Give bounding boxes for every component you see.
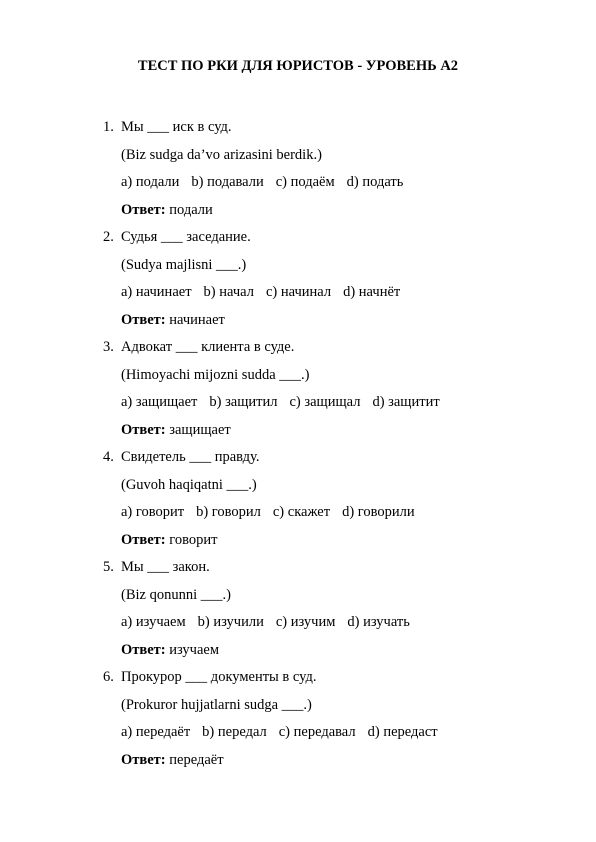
answer-options — [103, 279, 563, 307]
answer-label: Ответ: — [121, 201, 166, 218]
question-prompt: Судья ___ заседание. — [121, 229, 251, 245]
question-list — [103, 114, 563, 774]
option: a) защищает — [121, 394, 198, 410]
question-translation: (Sudya majlisni ___.) — [121, 256, 247, 273]
option: d) подать — [346, 174, 404, 190]
question-item — [103, 444, 563, 554]
option: c) начинал — [265, 284, 332, 300]
option: d) говорили — [342, 504, 415, 520]
answer-label: Ответ: — [121, 531, 166, 548]
question-prompt: Мы ___ иск в суд. — [121, 119, 232, 135]
question-translation: (Biz qonunni ___.) — [121, 586, 231, 603]
option: d) начнёт — [343, 284, 401, 300]
answer-value: подали — [169, 201, 213, 218]
option: a) передаёт — [121, 724, 191, 740]
option: c) передавал — [278, 724, 356, 740]
question-number: 6. — [103, 669, 114, 685]
question-translation: (Prokuror hujjatlarni sudga ___.) — [121, 696, 312, 713]
option: b) изучили — [197, 614, 264, 630]
answer-options — [103, 169, 563, 197]
option: b) подавали — [191, 174, 264, 190]
answer-label: Ответ: — [121, 421, 166, 438]
answer-line — [103, 307, 563, 335]
answer-value: говорит — [169, 531, 218, 548]
question-prompt: Прокурор ___ документы в суд. — [121, 669, 317, 685]
answer-line — [103, 197, 563, 225]
question-number: 2. — [103, 229, 114, 245]
question-item — [103, 114, 563, 224]
question-number: 5. — [103, 559, 114, 575]
answer-options — [103, 719, 563, 747]
answer-options — [103, 609, 563, 637]
option: d) изучать — [347, 614, 410, 630]
answer-value: начинает — [169, 311, 225, 328]
question-item — [103, 334, 563, 444]
answer-label: Ответ: — [121, 311, 166, 328]
option: d) передаст — [367, 724, 438, 740]
question-item — [103, 664, 563, 774]
question-prompt: Свидетель ___ правду. — [121, 449, 260, 465]
option: b) защитил — [209, 394, 278, 410]
answer-line — [103, 747, 563, 775]
option: c) защищал — [289, 394, 361, 410]
option: c) скажет — [272, 504, 331, 520]
page-title: ТЕСТ ПО РКИ ДЛЯ ЮРИСТОВ - УРОВЕНЬ А2 — [137, 58, 459, 74]
question-item — [103, 554, 563, 664]
question-translation: (Guvoh haqiqatni ___.) — [121, 476, 257, 493]
answer-line — [103, 527, 563, 555]
question-prompt: Мы ___ закон. — [121, 559, 210, 575]
question-item — [103, 224, 563, 334]
option: a) подали — [121, 174, 180, 190]
option: d) защитит — [372, 394, 440, 410]
answer-line — [103, 417, 563, 445]
question-prompt: Адвокат ___ клиента в суде. — [121, 339, 295, 355]
question-translation: (Himoyachi mijozni sudda ___.) — [121, 366, 310, 383]
answer-options — [103, 389, 563, 417]
question-number: 4. — [103, 449, 114, 465]
answer-label: Ответ: — [121, 751, 166, 768]
answer-line — [103, 637, 563, 665]
question-number: 3. — [103, 339, 114, 355]
option: a) изучаем — [121, 614, 186, 630]
answer-value: защищает — [169, 421, 231, 438]
answer-label: Ответ: — [121, 641, 166, 658]
option: a) начинает — [121, 284, 192, 300]
option: b) начал — [203, 284, 254, 300]
answer-value: передаёт — [169, 751, 224, 768]
question-translation: (Biz sudga da’vo arizasini berdik.) — [121, 146, 322, 163]
question-number: 1. — [103, 119, 114, 135]
answer-value: изучаем — [169, 641, 220, 658]
answer-options — [103, 499, 563, 527]
option: b) передал — [202, 724, 267, 740]
option: c) изучим — [275, 614, 336, 630]
option: c) подаём — [275, 174, 335, 190]
option: b) говорил — [196, 504, 261, 520]
option: a) говорит — [121, 504, 185, 520]
